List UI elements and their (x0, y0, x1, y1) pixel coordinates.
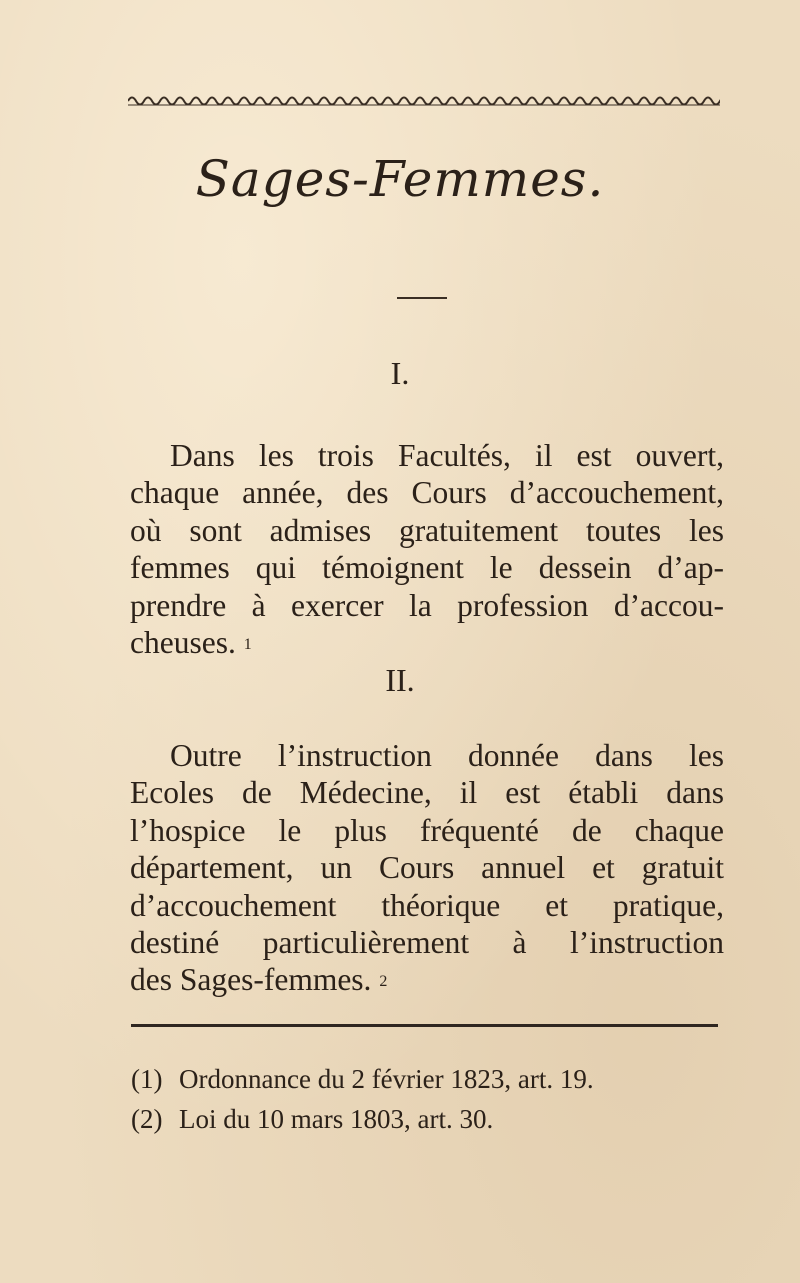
footnote-number: (1) (131, 1064, 163, 1094)
page-title: Sages-Femmes. (195, 150, 605, 208)
footnote-number: (2) (131, 1104, 163, 1134)
footnote-2 (131, 1104, 731, 1135)
footnote-text: Loi du 10 mars 1803, art. 30. (179, 1104, 494, 1134)
paragraph-line: Ecoles de Médecine, il est établi dans (130, 775, 724, 811)
paragraph-line: département, un Cours annuel et gratuit (130, 850, 724, 886)
footnote-text: Ordonnance du 2 février 1823, art. 19. (179, 1064, 594, 1094)
paragraph-line: chaque année, des Cours d’accouchement, (130, 475, 724, 511)
header-ornament (128, 92, 720, 110)
paragraph-line: d’accouchement théorique et pratique, (130, 887, 724, 923)
paragraph-1 (130, 437, 724, 661)
footnote-ref-2: 2 (379, 973, 388, 991)
paragraph-line: Outre l’instruction donnée dans les (170, 738, 724, 773)
paragraph-line: femmes qui témoignent le dessein d’ap- (130, 550, 724, 586)
paragraph-line: des Sages-femmes. (130, 962, 372, 998)
paragraph-line: prendre à exercer la profession d’accou- (130, 587, 724, 623)
paragraph-line: Dans les trois Facultés, il est ouvert, (170, 438, 724, 473)
section-number-1: I. (390, 355, 410, 391)
paragraph-last-line (130, 624, 724, 661)
title-rule (397, 297, 447, 299)
paragraph-line: destiné particulièrement à l’instruction (130, 925, 724, 961)
footnote-rule (131, 1024, 718, 1027)
paragraph-line: cheuses. (130, 625, 236, 661)
paragraph-2 (130, 737, 724, 999)
paragraph-line: l’hospice le plus fréquenté de chaque (130, 812, 724, 848)
section-number-2: II. (385, 662, 415, 698)
paragraph-line: où sont admises gratuitement toutes les (130, 512, 724, 548)
paragraph-last-line (130, 961, 724, 998)
footnote-ref-1: 1 (243, 636, 252, 654)
footnote-1 (131, 1064, 731, 1095)
